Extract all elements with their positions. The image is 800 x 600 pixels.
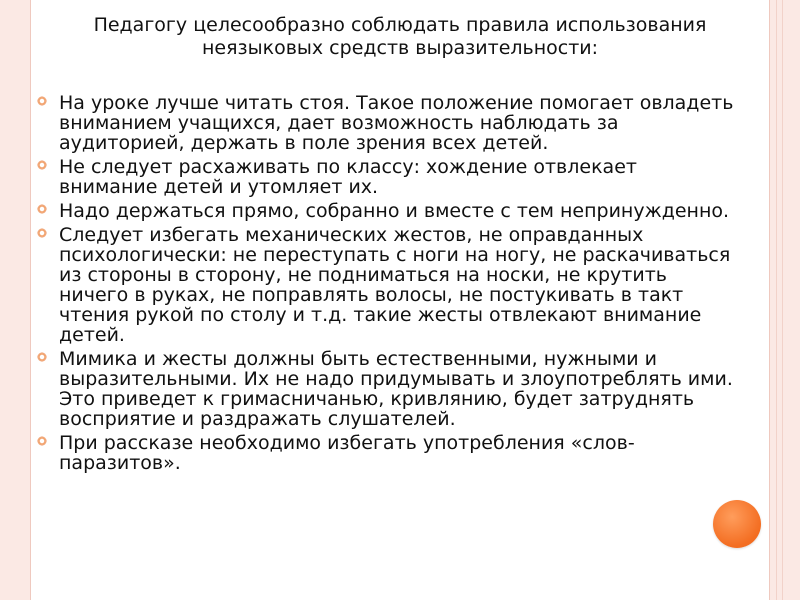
bullet-item xyxy=(36,93,736,153)
bullet-text: При рассказе необходимо избегать употребления «слов-паразитов». xyxy=(59,432,635,474)
bullet-item xyxy=(36,201,736,221)
bullet-item xyxy=(36,349,736,429)
bullet-marker-icon xyxy=(38,353,46,361)
bullet-text: Надо держаться прямо, собранно и вместе с тем непринужденно. xyxy=(59,200,730,222)
bullet-text: Следует избегать механических жестов, не оправданных психологически: не переступать с ноги на ногу, не раскачиваться из стороны в сторону, не подниматься на носки, не крутить ничего в руках, не поправлять волосы, не постукивать в такт чтения рукой по столу и т.д. такие жесты отвлекают внимание детей. xyxy=(59,224,731,346)
slide-title-line-1: Педагогу целесообразно соблюдать правила использования xyxy=(93,14,707,36)
bullet-marker-icon xyxy=(38,97,46,105)
right-decorative-edge xyxy=(769,0,800,600)
left-decorative-edge xyxy=(0,0,31,600)
bullet-item xyxy=(36,433,736,473)
bullet-marker-icon xyxy=(38,229,46,237)
bullet-item xyxy=(36,225,736,345)
bullet-text: На уроке лучше читать стоя. Такое положение помогает овладеть вниманием учащихся, дает возможность наблюдать за аудиторией, держать в поле зрения всех детей. xyxy=(59,92,734,154)
edge-line xyxy=(776,0,777,600)
bullet-text: Не следует расхаживать по классу: хождение отвлекает внимание детей и утомляет их. xyxy=(59,156,637,198)
bullet-marker-icon xyxy=(38,161,46,169)
orange-circle-decoration xyxy=(713,500,761,548)
bullet-text: Мимика и жесты должны быть естественными, нужными и выразительными. Их не надо придумывать и злоупотреблять ими. Это приведет к гримасничанью, кривлянию, будет затруднять восприятие и раздражать слушателей. xyxy=(59,348,733,430)
bullet-marker-icon xyxy=(38,437,46,445)
bullet-marker-icon xyxy=(38,205,46,213)
bullet-list xyxy=(36,93,736,477)
slide-title xyxy=(40,14,760,60)
bullet-item xyxy=(36,157,736,197)
edge-line xyxy=(782,0,783,600)
slide-title-line-2: неязыковых средств выразительности: xyxy=(201,37,599,59)
